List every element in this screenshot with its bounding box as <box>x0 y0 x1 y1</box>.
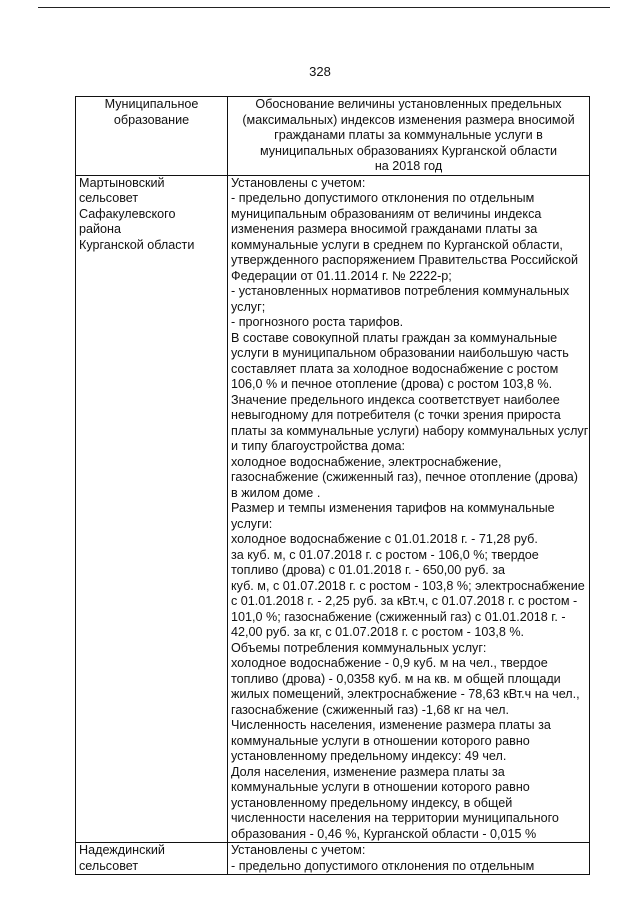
text-line: холодное водоснабжение с 01.01.2018 г. - 71,28 руб. <box>231 532 538 546</box>
text-line: куб. м, с 01.07.2018 г. с ростом - 103,8 %; электроснабжение <box>231 578 585 593</box>
text-line: Значение предельного индекса соответствует наиболее <box>231 392 560 407</box>
text-line: сельсовет <box>79 191 139 205</box>
text-line: холодное водоснабжение - 0,9 куб. м на чел., твердое <box>231 656 548 670</box>
text-line: района <box>79 222 122 236</box>
text-line: холодное водоснабжение, электроснабжение, <box>231 454 502 469</box>
text-line: гражданами платы за коммунальные услуги в <box>274 128 543 142</box>
text-line: Размер и темпы изменения тарифов на коммунальные <box>231 501 555 515</box>
text-line: 42,00 руб. за кг, с 01.07.2018 г. с ростом - 103,8 %. <box>231 625 525 639</box>
text-line: (максимальных) индексов изменения размера вносимой <box>242 112 575 127</box>
municipality-cell <box>76 843 228 875</box>
text-line: муниципальным образованиям от величины индекса <box>231 206 542 221</box>
text-line: - предельно допустимого отклонения по отдельным <box>231 191 535 205</box>
text-line: Мартыновский <box>79 175 165 190</box>
text-line: за куб. м, с 01.07.2018 г. с ростом - 106,0 %; твердое <box>231 547 539 562</box>
text-line: численности населения на территории муниципального <box>231 811 559 825</box>
text-line: газоснабжение (сжиженный газ), печное отопление (дрова) <box>231 470 578 484</box>
text-line: 106,0 % и печное отопление (дрова) с ростом 103,8 %. <box>231 377 553 391</box>
text-line: топливо (дрова) - 0,0358 куб. м на кв. м общей площади <box>231 671 561 686</box>
text-line: Курганской области <box>79 237 195 252</box>
text-line: - предельно допустимого отклонения по отдельным <box>231 858 535 873</box>
text-line: и типу благоустройства дома: <box>231 439 406 453</box>
text-line: образование <box>113 112 190 127</box>
text-line: утвержденного распоряжением Правительства Российской <box>231 253 579 267</box>
header-municipality-cell <box>76 97 228 176</box>
text-line: коммунальные услуги в отношении которого равно <box>231 733 530 748</box>
text-line: газоснабжение (сжиженный газ) -1,68 кг на чел. <box>231 702 509 717</box>
table-header-row <box>76 97 590 176</box>
text-line: услуги в муниципальном образовании наибольшую часть <box>231 346 569 360</box>
text-line: составляет плата за холодное водоснабжение с ростом <box>231 361 559 376</box>
top-rule <box>38 7 610 8</box>
text-line: с 01.01.2018 г. - 2,25 руб. за кВт.ч, с 01.07.2018 г. с ростом - <box>231 594 578 608</box>
text-line: изменения размера вносимой гражданами платы за <box>231 222 538 236</box>
text-line: Муниципальное <box>104 97 199 111</box>
text-line: платы за коммунальные услуги) набору коммунальных услуг <box>231 423 589 438</box>
text-line: жилых помещений, электроснабжение - 78,63 кВт.ч на чел., <box>231 687 580 701</box>
text-line: Федерации от 01.11.2014 г. № 2222-р; <box>231 268 452 283</box>
text-line: услуги: <box>231 516 273 531</box>
text-line: Объемы потребления коммунальных услуг: <box>231 640 487 655</box>
text-line: Обоснование величины установленных предельных <box>255 97 562 111</box>
text-line: топливо (дрова) с 01.01.2018 г. - 650,00 руб. за <box>231 563 506 577</box>
text-line: коммунальные услуги в отношении которого равно <box>231 780 530 794</box>
header-justification-cell <box>228 97 590 176</box>
text-line: на 2018 год <box>374 159 443 173</box>
text-line: - установленных нормативов потребления коммунальных <box>231 284 570 298</box>
text-line: образования - 0,46 %, Курганской области - 0,015 % <box>231 826 537 841</box>
text-line: сельсовет <box>79 858 139 873</box>
justification-cell <box>228 175 590 843</box>
text-line: - прогнозного роста тарифов. <box>231 315 404 329</box>
municipality-cell <box>76 175 228 843</box>
text-line: коммунальные услуги в среднем по Курганской области, <box>231 237 563 252</box>
text-line: Доля населения, изменение размера платы за <box>231 764 505 779</box>
text-line: невыгодному для потребителя (с точки зрения прироста <box>231 408 561 422</box>
page-number: 328 <box>309 64 331 79</box>
table-row <box>76 843 590 875</box>
text-line: Установлены с учетом: <box>231 843 366 857</box>
text-line: Сафакулевского <box>79 206 176 221</box>
text-line: Установлены с учетом: <box>231 175 366 190</box>
text-line: В составе совокупной платы граждан за коммунальные <box>231 330 558 345</box>
text-line: установленному предельному индексу, в общей <box>231 795 513 810</box>
tariff-justification-table <box>75 96 590 875</box>
text-line: 101,0 %; газоснабжение (сжиженный газ) с 01.01.2018 г. - <box>231 609 566 624</box>
text-line: Численность населения, изменение размера платы за <box>231 718 551 732</box>
text-line: муниципальных образованиях Курганской области <box>259 143 558 158</box>
justification-cell <box>228 843 590 875</box>
text-line: Надеждинский <box>79 843 165 857</box>
table-row <box>76 175 590 843</box>
text-line: в жилом доме . <box>231 485 321 500</box>
text-line: установленному предельному индексу: 49 чел. <box>231 749 507 763</box>
text-line: услуг; <box>231 299 266 314</box>
